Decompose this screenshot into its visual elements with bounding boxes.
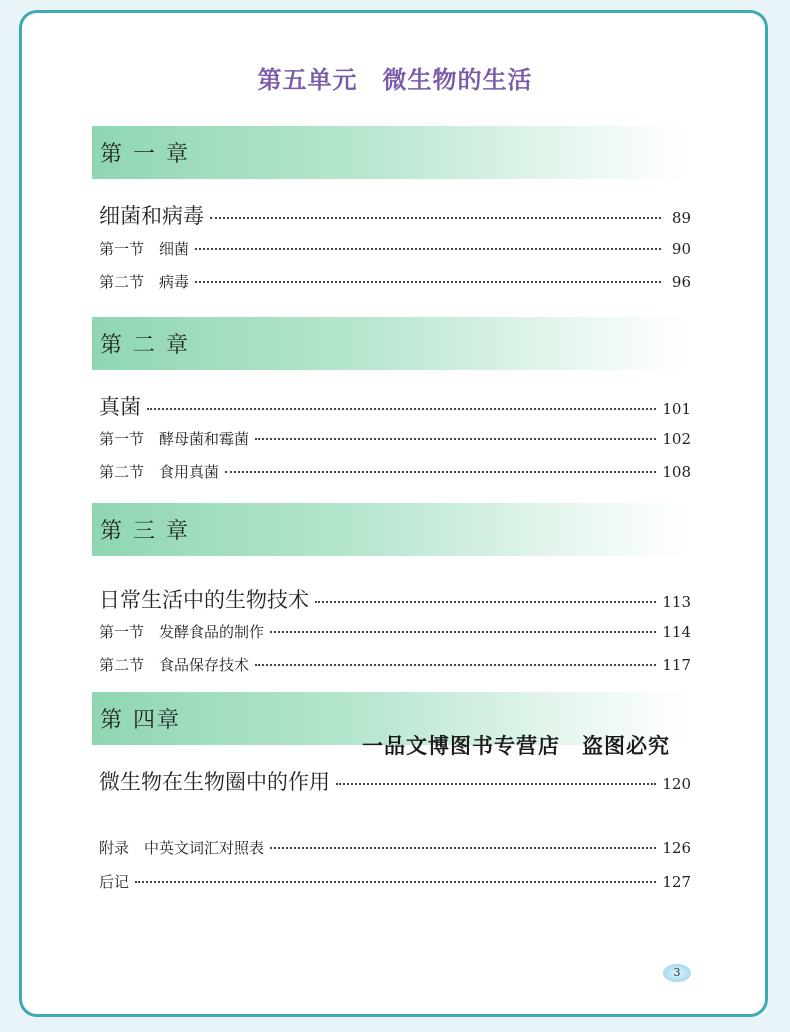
entry-title: 附录 中英文词汇对照表 <box>99 839 265 857</box>
dot-leader <box>255 438 656 440</box>
entry-page: 102 <box>662 430 691 448</box>
entry-page: 126 <box>662 839 691 857</box>
entry-page: 96 <box>671 273 691 291</box>
toc-entry-chapter-1[interactable] <box>99 200 691 230</box>
entry-page: 117 <box>662 656 691 674</box>
toc-entry-chapter-4[interactable] <box>99 766 691 796</box>
toc-entry-3-2[interactable] <box>99 654 691 675</box>
entry-page: 114 <box>662 623 691 641</box>
dot-leader <box>336 783 656 785</box>
entry-page: 101 <box>662 400 691 418</box>
chapter-3-label: 第 三 章 <box>100 519 190 544</box>
entry-title: 第二节 病毒 <box>99 273 190 291</box>
dot-leader <box>270 631 656 633</box>
dot-leader <box>270 847 656 849</box>
chapter-2-label: 第 二 章 <box>100 333 190 358</box>
unit-title: 第五单元 微生物的生活 <box>257 66 533 94</box>
entry-title: 第一节 酵母菌和霉菌 <box>99 430 250 448</box>
entry-title: 第一节 细菌 <box>99 240 190 258</box>
dot-leader <box>315 601 656 603</box>
entry-page: 120 <box>662 775 691 793</box>
entry-title: 日常生活中的生物技术 <box>99 588 309 612</box>
toc-entry-2-1[interactable] <box>99 428 691 449</box>
toc-entry-chapter-3[interactable] <box>99 584 691 614</box>
dot-leader <box>195 248 661 250</box>
dot-leader <box>135 881 656 883</box>
toc-entry-2-2[interactable] <box>99 461 691 482</box>
entry-title: 第二节 食用真菌 <box>99 463 220 481</box>
chapter-1-label: 第 一 章 <box>100 142 190 167</box>
dot-leader <box>195 281 661 283</box>
entry-title: 后记 <box>99 873 130 891</box>
dot-leader <box>210 217 661 219</box>
toc-entry-3-1[interactable] <box>99 621 691 642</box>
toc-entry-appendix[interactable] <box>99 837 691 858</box>
entry-title: 真菌 <box>99 395 141 419</box>
toc-entry-1-2[interactable] <box>99 271 691 292</box>
toc-entry-afterword[interactable] <box>99 871 691 892</box>
dot-leader <box>225 471 656 473</box>
chapter-2-band <box>92 317 692 370</box>
entry-title: 第一节 发酵食品的制作 <box>99 623 265 641</box>
page-number-badge: 3 <box>663 964 691 982</box>
store-watermark: 一品文博图书专营店 盗图必究 <box>362 734 670 758</box>
chapter-4-label: 第 四章 <box>100 708 181 733</box>
entry-page: 113 <box>662 593 691 611</box>
entry-page: 127 <box>662 873 691 891</box>
chapter-1-band <box>92 126 692 179</box>
entry-title: 细菌和病毒 <box>99 204 204 228</box>
toc-entry-1-1[interactable] <box>99 238 691 259</box>
dot-leader <box>255 664 656 666</box>
entry-page: 89 <box>671 209 691 227</box>
entry-title: 微生物在生物圈中的作用 <box>99 770 330 794</box>
dot-leader <box>147 408 656 410</box>
chapter-3-band <box>92 503 692 556</box>
entry-page: 90 <box>671 240 691 258</box>
entry-page: 108 <box>662 463 691 481</box>
toc-entry-chapter-2[interactable] <box>99 391 691 421</box>
entry-title: 第二节 食品保存技术 <box>99 656 250 674</box>
